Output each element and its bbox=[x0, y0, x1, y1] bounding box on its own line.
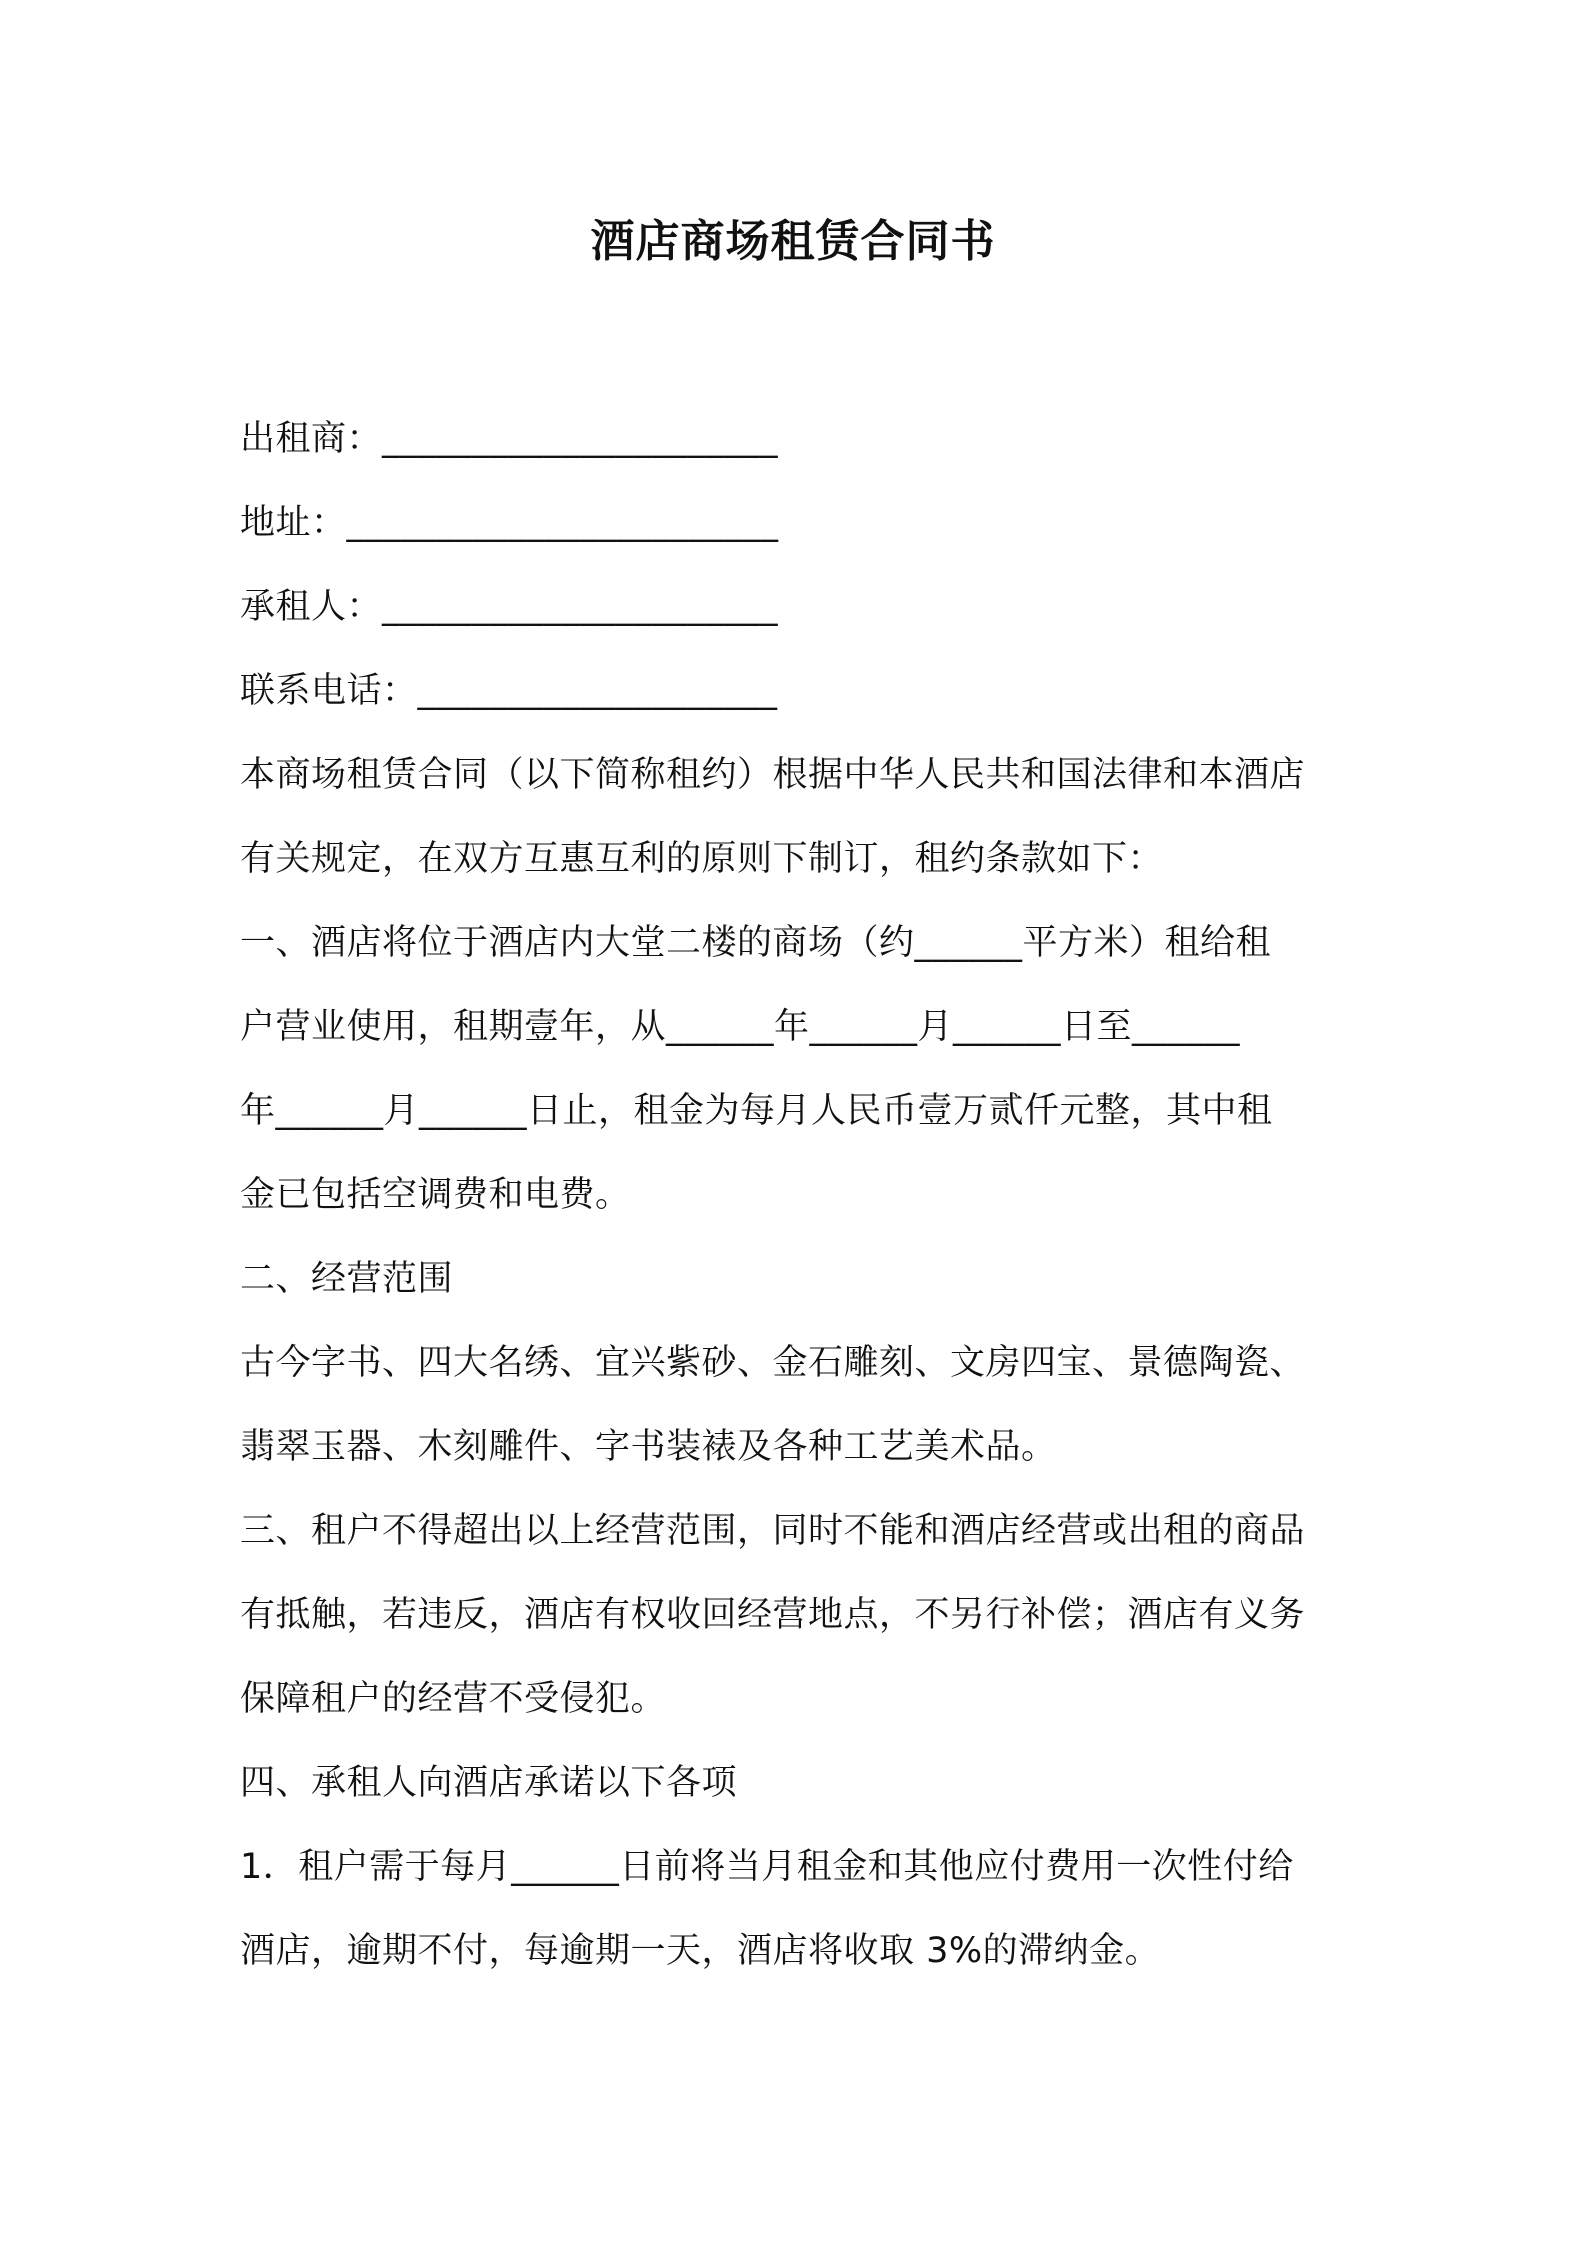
field-blank: ________________________ bbox=[346, 503, 779, 543]
field-lessor bbox=[240, 415, 778, 463]
field-label: 出租商： bbox=[240, 419, 383, 459]
paragraph-line: 金已包括空调费和电费。 bbox=[240, 1175, 631, 1215]
paragraph-line: 本商场租赁合同（以下简称租约）根据中华人民共和国法律和本酒店 bbox=[240, 755, 1306, 795]
section-heading: 四、承租人向酒店承诺以下各项 bbox=[240, 1763, 738, 1803]
paragraph-line: 年______月______日止，租金为每月人民币壹万贰仟元整，其中租 bbox=[240, 1091, 1273, 1131]
paragraph-line: 古今字书、四大名绣、宜兴紫砂、金石雕刻、文房四宝、景德陶瓷、 bbox=[240, 1343, 1306, 1383]
field-address bbox=[240, 499, 779, 547]
field-blank: ____________________ bbox=[417, 671, 778, 711]
field-blank: ______________________ bbox=[382, 419, 779, 459]
paragraph-line: 户营业使用，租期壹年，从______年______月______日至______ bbox=[240, 1007, 1241, 1047]
paragraph-line: 有抵触，若违反，酒店有权收回经营地点，不另行补偿；酒店有义务 bbox=[240, 1595, 1306, 1635]
document-title: 酒店商场租赁合同书 bbox=[590, 216, 996, 267]
paragraph-line: 酒店，逾期不付，每逾期一天，酒店将收取 3%的滞纳金。 bbox=[240, 1931, 1161, 1971]
field-label: 承租人： bbox=[240, 587, 383, 627]
paragraph-line: 保障租户的经营不受侵犯。 bbox=[240, 1679, 667, 1719]
paragraph-line: 翡翠玉器、木刻雕件、字书装裱及各种工艺美术品。 bbox=[240, 1427, 1057, 1467]
field-phone bbox=[240, 667, 778, 715]
paragraph-line: 三、租户不得超出以上经营范围，同时不能和酒店经营或出租的商品 bbox=[240, 1511, 1306, 1551]
field-blank: ______________________ bbox=[382, 587, 779, 627]
paragraph-line: 有关规定，在双方互惠互利的原则下制订，租约条款如下： bbox=[240, 839, 1164, 879]
field-label: 地址： bbox=[240, 503, 347, 543]
paragraph-line: 1．租户需于每月______日前将当月租金和其他应付费用一次性付给 bbox=[240, 1847, 1294, 1887]
section-heading: 二、经营范围 bbox=[240, 1259, 454, 1299]
paragraph-line: 一、酒店将位于酒店内大堂二楼的商场（约______平方米）租给租 bbox=[240, 923, 1272, 963]
field-label: 联系电话： bbox=[240, 671, 418, 711]
field-lessee bbox=[240, 583, 778, 631]
